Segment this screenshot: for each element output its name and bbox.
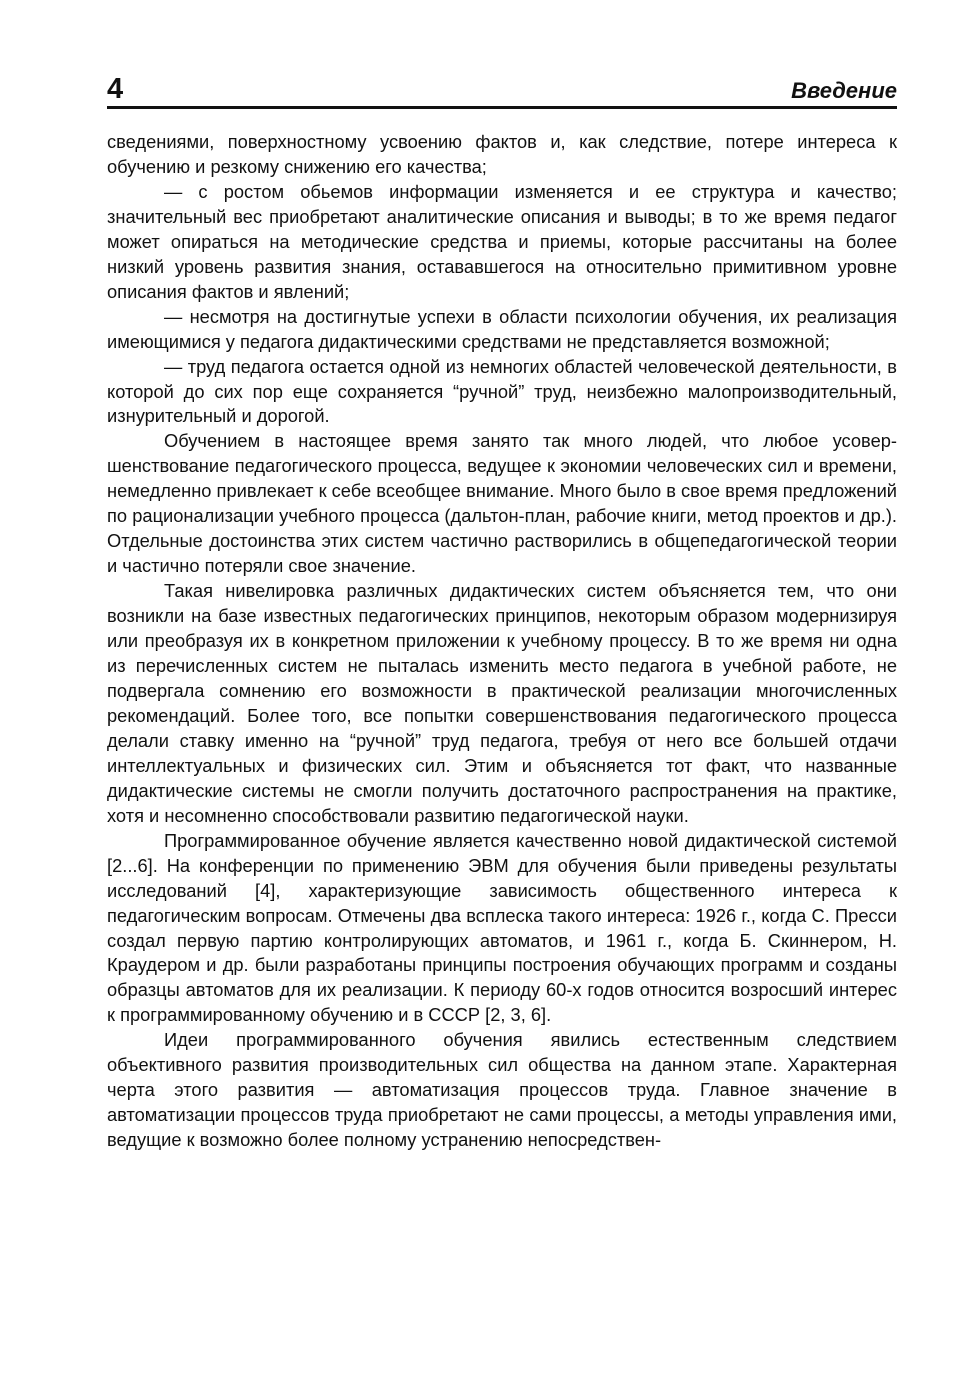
list-item-information-growth: — с ростом обьемов информации изменяется и ее структура и качество; значительный вес приобретают аналитические описания и выводы; в то же время педагог может опираться на методические средства и приемы, которые рассчитаны на более низкий уровень развития знания, остававшегося на относительно примитивном уровне описания фактов и явлений; <box>107 180 897 302</box>
page-number: 4 <box>107 73 124 105</box>
paragraph-leveling: Такая нивелировка различных дидактических систем объясняется тем, что они возникли на базе известных педагогических принципов, некоторым образом модернизируя или преобразуя их в конкретном приложении к учебному процессу. В то же время ни одна из перечисленных систем не пыталась изменить место педагога в учебной работе, не подвергала сомнению его возможности в практической реализации многочисленных рекомендаций. Более того, все попытки совершенствования педагогического процесса делали ставку именно на “ручной” труд педагога, требуя от него все большей отдачи интеллектуальных и физических сил. Этим и объясняется тот факт, что названные дидактические системы не смогли получить достаточного распространения на практике, хотя и несомненно способствовали развитию педагогической науки. <box>107 580 897 826</box>
paragraph-programmed-learning: Программированное обучение является качественно новой дидактической системой [2...6]. На конференции по применению ЭВМ для обучения были приведены результаты исследований [4], характеризующие зависимость общественного интереса к педагогическим вопросам. Отмечены два всплеска такого интереса: 1926 г., когда С. Пресси создал первую партию контролирующих автоматов, и 1961 г., когда Б. Скиннером, Н. Краудером и др. были разработаны принципы построения обучающих программ и созданы образцы автоматов для их реализации. К периоду 60-х годов относится возросший интерес к программированному обучению и в СССР [2, 3, 6]. <box>107 829 897 1026</box>
book-page <box>107 70 897 1153</box>
list-item-manual-labor: — труд педагога остается одной из немногих областей человеческой деятельности, в которой до сих пор еще сохраняется “ручной” труд, неизбежно малопроизводительный, изнурительный и дорогой. <box>107 355 897 427</box>
paragraph-ideas: Идеи программированного обучения явились естественным следствием объективного развития производительных сил общества на данном этапе. Характерная черта этого развития — автоматизация процессов труда. Главное значение в автоматизации процессов труда приобретают не сами процессы, а методы управления ими, ведущие к возможно более полному устранению непосредствен- <box>107 1029 897 1151</box>
paragraph-improvement: Обучением в настоящее время занято так много людей, что любое усовершенствование педагогического процесса, ведущее к экономии человеческих сил и времени, немедленно привлекает к себе всеобщее внимание. Много было в свое время предложений по рационализации учебного процесса (дальтон-план, рабочие книги, метод проектов и др.). Отдельные достоинства этих систем частично растворились в общепедагогической теории и частично потеряли свое значение. <box>107 430 897 577</box>
list-item-psychology-successes: — несмотря на достигнутые успехи в области психологии обучения, их реализация имеющимися у педагога дидактическими средствами не представляется возможной; <box>107 305 897 352</box>
section-title: Введение <box>791 78 897 103</box>
paragraph-continuation: сведениями, поверхностному усвоению фактов и, как следствие, потере интереса к обучению и резкому снижению его качества; <box>107 131 897 177</box>
running-header <box>107 70 897 109</box>
body-text <box>107 130 897 1153</box>
